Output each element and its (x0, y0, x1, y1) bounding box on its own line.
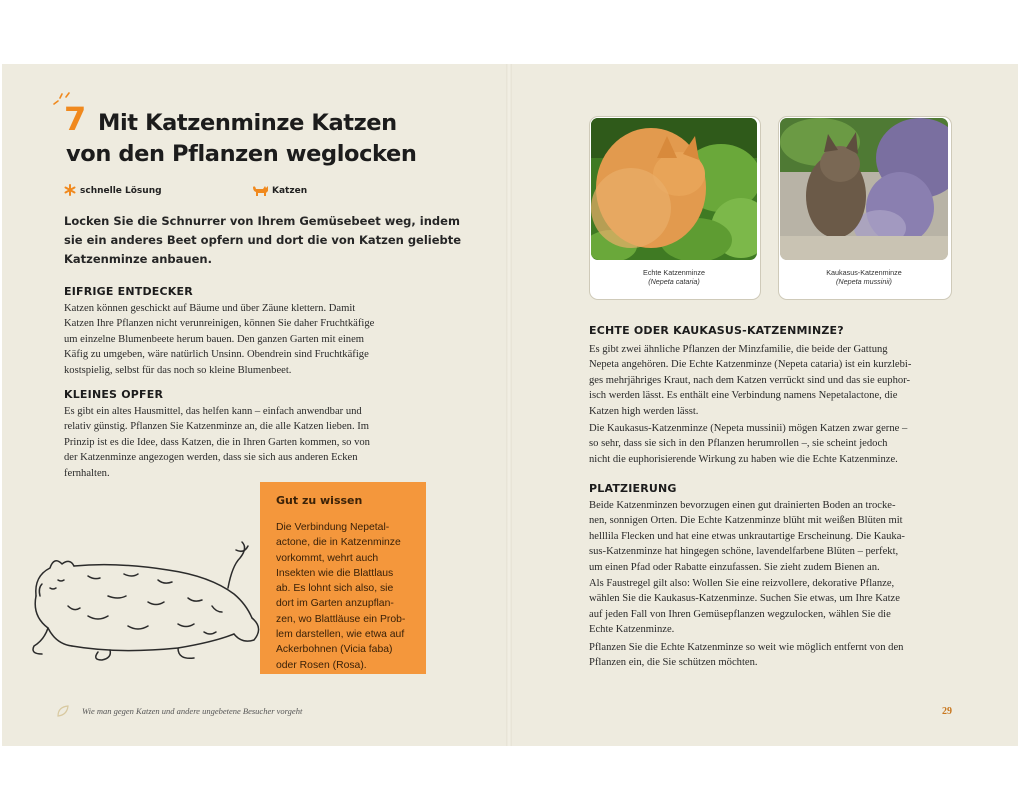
section-body-eifrige-entdecker (64, 301, 374, 378)
body-line: relativ günstig. Pflanzen Sie Katzenminze an, die alle Katzen lieben. Im (64, 421, 370, 433)
tip-box-title: Gut zu wissen (276, 494, 363, 507)
body-line: Echte Katzenminze. (589, 624, 675, 636)
book-gutter (506, 64, 512, 746)
section-body-echte-oder-kaukasus-p2 (589, 421, 907, 467)
tip-line: actone, die in Katzenminze (276, 537, 401, 549)
body-line: kostspielig, selbst für das noch so kleine Blumenbeet. (64, 364, 292, 376)
sleeping-cat-illustration (28, 536, 268, 666)
speed-tag-label: schnelle Lösung (80, 186, 162, 196)
body-line: nen, sonnigen Orten. Die Echte Katzenminze blüht mit weißen Blüten mit (589, 515, 903, 527)
body-line: nicht die euphorisierende Wirkung zu haben wie die Echte Katzenminze. (589, 453, 898, 465)
photo-caption-kaukasus (780, 268, 948, 286)
body-line: wählen Sie die Kaukasus-Katzenminze. Suchen Sie etwas, um Ihre Katze (589, 593, 900, 605)
body-line: Prinzip ist es die Idee, dass Katzen, die in Ihren Garten kommen, so von (64, 436, 370, 448)
lead-line: sie ein anderes Beet opfern und dort die von Katzen geliebte (64, 233, 462, 247)
body-line: Die Kaukasus-Katzenminze (Nepeta mussinii) mögen Katzen zwar gerne – (589, 423, 908, 434)
body-line: Es gibt zwei ähnliche Pflanzen der Minzfamilie, die beide der Gattung (589, 344, 888, 355)
cat-silhouette-icon (252, 184, 269, 196)
photo-caption-echte (591, 268, 757, 286)
tip-line: Die Verbindung Nepetal- (276, 522, 390, 533)
lead-line: Locken Sie die Schnurrer von Ihrem Gemüsebeet weg, indem (64, 214, 460, 228)
caption-name: Kaukasus-Katzenminze (826, 268, 902, 277)
section-heading-echte-oder-kaukasus: ECHTE ODER KAUKASUS-KATZENMINZE? (589, 324, 844, 337)
running-footer: Wie man gegen Katzen und andere ungebetene Besucher vorgeht (82, 706, 303, 716)
page-title-line2: von den Pflanzen weglocken (66, 141, 417, 167)
photo-tabby-cat-catmint (780, 118, 948, 260)
page-title-line1: Mit Katzenminze Katzen (98, 110, 397, 136)
photo-orange-cat-catnip (591, 118, 757, 260)
section-body-platzierung-p3 (589, 640, 903, 671)
tip-line: zen, wo Blattläuse ein Prob- (276, 613, 406, 625)
tip-line: Ackerbohnen (Vicia faba) (276, 644, 393, 656)
body-line: der Katzenminze angezogen werden, dass sie sich aus anderen Ecken (64, 452, 358, 464)
body-line: helllila Flecken und hat eine etwas unkrautartige Erscheinung. Die Kauka- (589, 530, 905, 542)
caption-name: Echte Katzenminze (643, 268, 705, 277)
lead-paragraph (64, 212, 461, 269)
body-line: sus-Katzenminze hat hingegen schöne, lavendelfarbene Blüten – perfekt, (589, 546, 899, 558)
tip-line: dort im Garten anzupflan- (276, 598, 394, 610)
body-line: Pflanzen ein, die Sie schützen möchten. (589, 657, 758, 669)
section-body-platzierung-p2 (589, 576, 900, 638)
caption-latin: (Nepeta cataria) (648, 277, 700, 286)
section-heading-kleines-opfer: KLEINES OPFER (64, 388, 164, 401)
page-number: 29 (942, 706, 952, 717)
body-line: Beide Katzenminzen bevorzugen einen gut drainierten Boden an trocke- (589, 500, 896, 511)
tip-line: oder Rosen (Rosa). (276, 659, 367, 671)
body-line: Katzen Ihre Pflanzen nicht verunreinigen, können Sie daher Fruchtkäfige (64, 318, 375, 330)
section-body-kleines-opfer (64, 404, 370, 481)
body-line: ges mehrjähriges Kraut, nach dem Katzen verrückt sind und das sie euphor- (589, 374, 911, 386)
section-body-platzierung-p1 (589, 498, 905, 575)
body-line: so sehr, dass sie sich in den Pflanzen herumrollen –, sie scheint jedoch (589, 438, 888, 450)
tip-box-body (276, 520, 405, 673)
body-line: Käfig zu umgeben, wäre natürlich Unsinn. Obendrein sind Fruchtkäfige (64, 349, 369, 361)
body-line: Nepeta angehören. Die Echte Katzenminze (Nepeta cataria) ist ein kurzlebi- (589, 359, 912, 371)
body-line: um einen Pfad oder Rabatte einzufassen. Sie zieht zudem Bienen an. (589, 561, 880, 573)
tip-line: ab. Es lohnt sich also, sie (276, 583, 394, 595)
tip-line: vorkommt, wehrt auch (276, 552, 379, 564)
body-line: Es gibt ein altes Hausmittel, das helfen kann – einfach anwendbar und (64, 406, 362, 417)
footer-leaf-icon (56, 704, 70, 718)
section-heading-platzierung: PLATZIERUNG (589, 482, 677, 495)
section-heading-eifrige-entdecker: EIFRIGE ENTDECKER (64, 285, 193, 298)
section-body-echte-oder-kaukasus-p1 (589, 342, 911, 419)
body-line: auf jeden Fall von Ihren Gemüsepflanzen wegzulocken, wählen Sie die (589, 608, 891, 620)
body-line: Katzen high werden lässt. (589, 405, 699, 417)
asterisk-icon (64, 184, 76, 196)
caption-latin: (Nepeta mussinii) (836, 277, 892, 286)
body-line: Katzen können geschickt auf Bäume und über Zäune klettern. Damit (64, 303, 356, 314)
pest-tag-label: Katzen (272, 186, 308, 196)
body-line: fernhalten. (64, 467, 110, 479)
body-line: Pflanzen Sie die Echte Katzenminze so weit wie möglich entfernt von den (589, 642, 904, 653)
body-line: um einzelne Blumenbeete herum bauen. Den ganzen Garten mit einem (64, 333, 365, 345)
chapter-number: 7 (64, 100, 87, 138)
body-line: Als Faustregel gilt also: Wollen Sie eine reizvollere, dekorative Pflanze, (589, 578, 895, 589)
lead-line: Katzenminze anbauen. (64, 252, 212, 266)
tip-line: lem darstellen, wie etwa auf (276, 629, 405, 641)
tip-line: Insekten wie die Blattlaus (276, 567, 394, 579)
body-line: isch werden lässt. Es enthält eine Verbindung namens Nepetalactone, die (589, 390, 898, 402)
